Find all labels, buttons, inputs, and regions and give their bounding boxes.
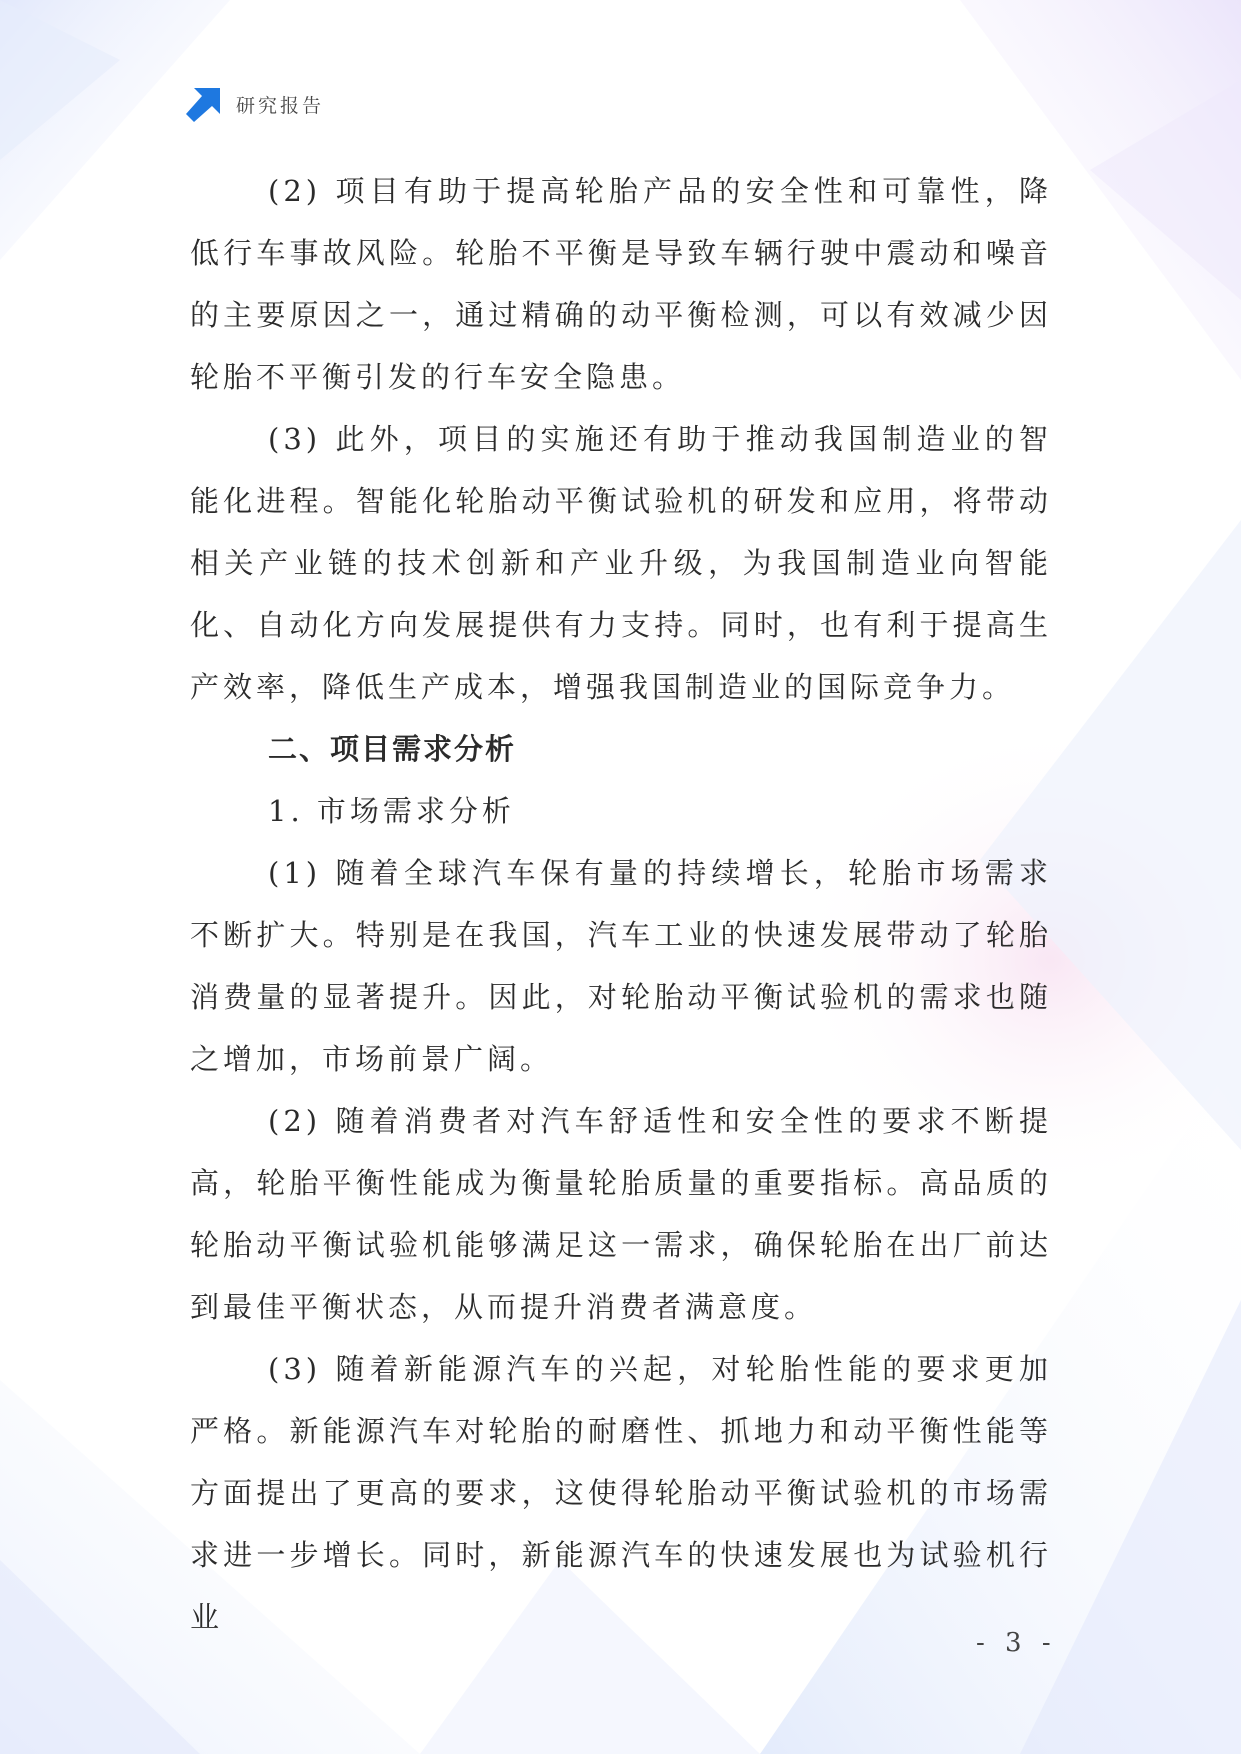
report-header [186, 86, 324, 122]
header-title: 研究报告 [236, 94, 325, 117]
body-paragraph: (3) 此外，项目的实施还有助于推动我国制造业的智能化进程。智能化轮胎动平衡试验机的研发和应用，将带动相关产业链的技术创新和产业升级，为我国制造业向智能化、自动化方向发展提供有力支持。同时，也有利于提高生产效率，降低生产成本，增强我国制造业的国际竞争力。 [190, 422, 1052, 704]
section-heading: 二、项目需求分析 [268, 732, 517, 766]
body-paragraph: (2) 项目有助于提高轮胎产品的安全性和可靠性，降低行车事故风险。轮胎不平衡是导致车辆行驶中震动和噪音的主要原因之一，通过精确的动平衡检测，可以有效减少因轮胎不平衡引发的行车安全隐患。 [190, 174, 1052, 394]
arrow-up-right-icon [186, 86, 222, 122]
body-paragraph: (2) 随着消费者对汽车舒适性和安全性的要求不断提高，轮胎平衡性能成为衡量轮胎质量的重要指标。高品质的轮胎动平衡试验机能够满足这一需求，确保轮胎在出厂前达到最佳平衡状态，从而提升消费者满意度。 [190, 1104, 1052, 1324]
page-number: - 3 - [976, 1628, 1057, 1658]
body-paragraph: (1) 随着全球汽车保有量的持续增长，轮胎市场需求不断扩大。特别是在我国，汽车工业的快速发展带动了轮胎消费量的显著提升。因此，对轮胎动平衡试验机的需求也随之增加，市场前景广阔。 [190, 856, 1052, 1076]
subsection-heading: 1. 市场需求分析 [268, 794, 515, 828]
document-body [190, 160, 1052, 1648]
body-paragraph: (3) 随着新能源汽车的兴起，对轮胎性能的要求更加严格。新能源汽车对轮胎的耐磨性、抓地力和动平衡性能等方面提出了更高的要求，这使得轮胎动平衡试验机的市场需求进一步增长。同时，新能源汽车的快速发展也为试验机行业 [190, 1352, 1052, 1634]
